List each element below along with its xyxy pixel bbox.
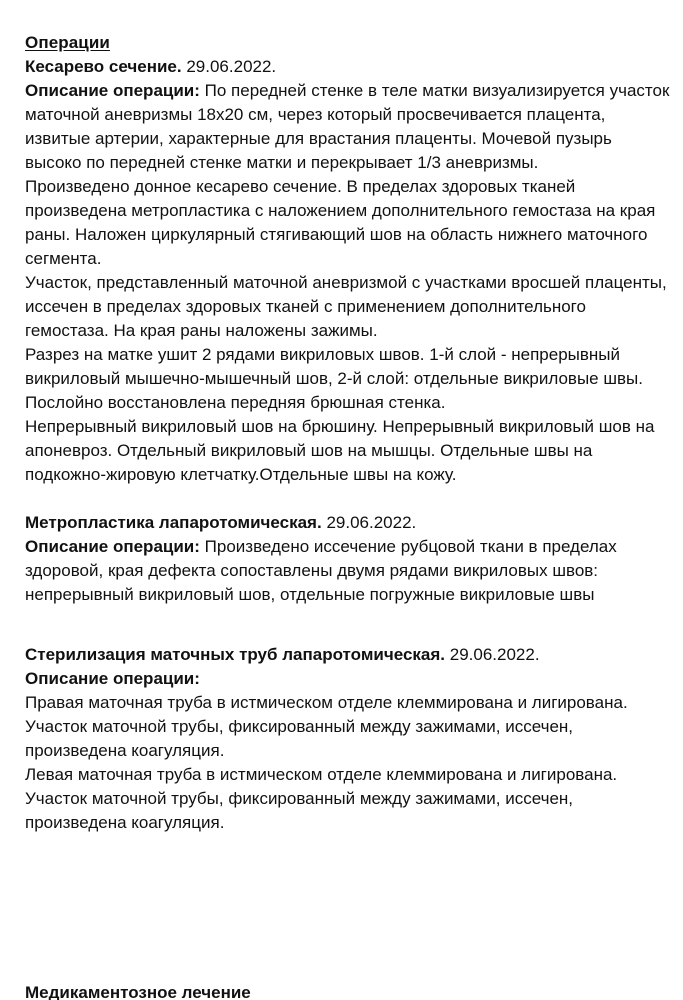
operation-paragraph: Левая маточная труба в истмическом отделе клеммирована и лигирована. Участок маточной трубы, фиксированный между зажимами, иссечен, произведена коагуляция. (25, 765, 618, 832)
description-text: По передней стенке в теле матки визуализируется участок маточной аневризмы 18x20 см, через который просвечивается плацента, извитые артерии, характерные для врастания плаценты. Мочевой пузырь высоко по передней стенке матки и перекрывает 1/3 аневризмы. (25, 81, 670, 172)
section-spacer (25, 487, 670, 511)
operation-name: Стерилизация маточных труб лапаротомическая. (25, 645, 446, 664)
operation-heading (25, 511, 670, 535)
description-label: Описание операции: (25, 669, 200, 688)
description-label: Описание операции: (25, 81, 200, 100)
operation-date: 29.06.2022. (186, 57, 277, 76)
operation-paragraph: Послойно восстановлена передняя брюшная стенка. (25, 393, 446, 412)
operation-paragraph: Непрерывный викриловый шов на брюшину. Непрерывный викриловый шов на апоневроз. Отдельный викриловый шов на мышцы. Отдельные швы на подкожно-жировую клетчатку.Отдельные швы на кожу. (25, 417, 655, 484)
description-label: Описание операции: (25, 537, 200, 556)
next-section-clip (25, 981, 670, 1000)
operation-heading (25, 643, 670, 667)
operation-paragraph: Участок, представленный маточной аневризмой с участками вросшей плаценты, иссечен в пределах здоровых тканей с применением дополнительного гемостаза. На края раны наложены зажимы. (25, 273, 667, 340)
section-spacer (25, 607, 670, 631)
operation-date: 29.06.2022. (449, 645, 540, 664)
operation-date: 29.06.2022. (326, 513, 417, 532)
operation-paragraph: Разрез на матке ушит 2 рядами викриловых швов. 1-й слой - непрерывный викриловый мышечно-мышечный шов, 2-й слой: отдельные викриловые швы. (25, 345, 643, 388)
section-spacer (25, 631, 670, 643)
page-title: Операции (25, 33, 110, 52)
operation-block-1 (25, 55, 670, 487)
description-text: Произведено иссечение рубцовой ткани в пределах здоровой, края дефекта сопоставлены двумя рядами викриловых швов: непрерывный викриловый шов, отдельные погружные викриловые швы (25, 537, 617, 604)
operation-description (25, 79, 670, 175)
operation-paragraph: Произведено донное кесарево сечение. В пределах здоровых тканей произведена метропластика с наложением дополнительного гемостаза на края раны. Наложен циркулярный стягивающий шов на область нижнего маточного сегмента. (25, 177, 656, 268)
operation-description (25, 535, 670, 607)
next-section-title: Медикаментозное лечение (25, 983, 251, 1000)
operation-description (25, 667, 670, 691)
operation-name: Кесарево сечение. (25, 57, 182, 76)
operation-paragraph: Правая маточная труба в истмическом отделе клеммирована и лигирована. Участок маточной трубы, фиксированный между зажимами, иссечен, произведена коагуляция. (25, 693, 628, 760)
operation-block-3 (25, 643, 670, 835)
operation-block-2 (25, 511, 670, 607)
operation-heading (25, 55, 670, 79)
operation-name: Метропластика лапаротомическая. (25, 513, 322, 532)
